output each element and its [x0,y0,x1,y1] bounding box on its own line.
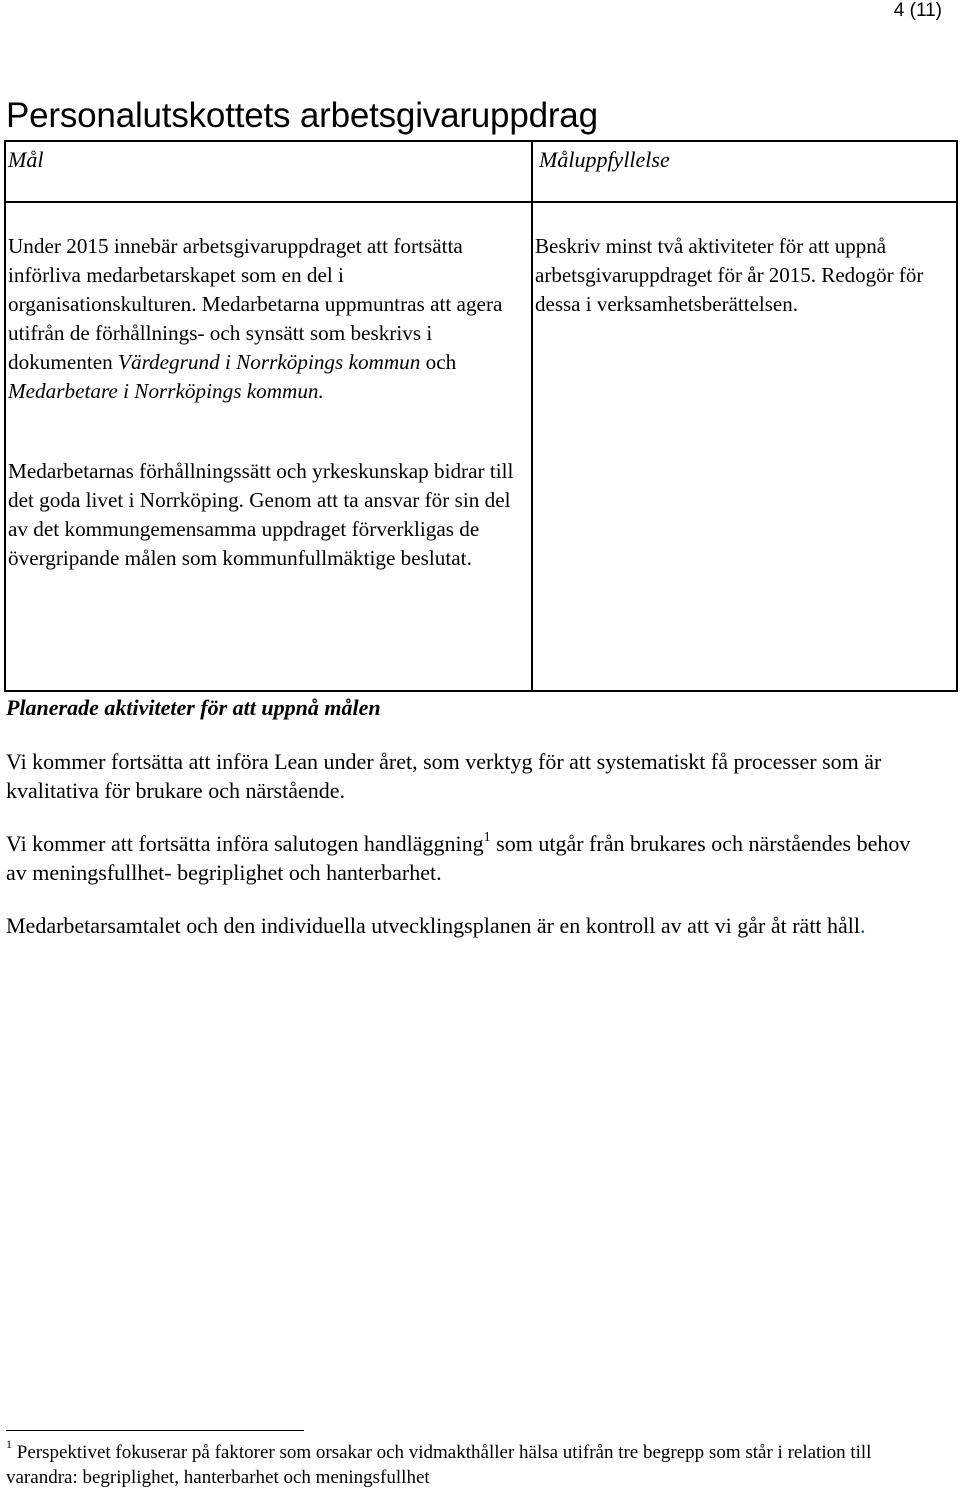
activity-text: Vi kommer att fortsätta införa salutogen handläggning [6,831,484,856]
column-divider [531,142,533,690]
footnote-separator [6,1430,304,1431]
activity-text: Medarbetarsamtalet och den individuella utvecklingsplanen är en kontroll av att vi går åt rätt håll [6,913,861,938]
column-header-fulfilment: Måluppfyllelse [539,147,670,172]
goal-text: Under 2015 innebär arbetsgivaruppdraget att fortsätta införliva medarbetarskapet som en del i organisationskulturen. Medarbetarna uppmuntras att agera utifrån de förhållnings- och synsätt som beskrivs i dokumenten [8,234,503,374]
page-title: Personalutskottets arbetsgivaruppdrag [6,96,598,135]
page-number: 4 (11) [893,0,942,21]
footnote [6,1436,936,1490]
header-divider [6,201,956,203]
document-title-vardegrund: Värdegrund i Norrköpings kommun [118,350,421,374]
footnote-number: 1 [6,1436,12,1451]
footnote-reference: 1 [483,829,491,845]
activity-paragraph-medarbetarsamtal [6,911,936,940]
trailing-period: . [860,913,866,938]
goal-outcome: Medarbetarnas förhållningssätt och yrkeskunskap bidrar till det goda livet i Norrköping. Genom att ta ansvar för sin del av det kommungemensamma uppdraget förverkligas de övergripande målen som kommunfullmäktige beslutat. [8,459,514,570]
column-header-goal: Mål [8,147,44,172]
activity-text-continued: som utgår från brukares och närståendes behov av meningsfullhet- begriplighet och hanterbarhet. [6,831,911,885]
goal-table [4,140,958,692]
fulfilment-description: Beskriv minst två aktiviteter för att uppnå arbetsgivaruppdraget för år 2015. Redogör för dessa i verksamhetsberättelsen. [535,234,924,316]
activity-paragraph-salutogen [6,829,936,887]
planned-activities-title: Planerade aktiviteter för att uppnå målen [6,695,381,720]
activity-paragraph-lean: Vi kommer fortsätta att införa Lean under året, som verktyg för att systematiskt få processer som är kvalitativa för brukare och närstående. [6,749,882,803]
document-title-medarbetare: Medarbetare i Norrköpings kommun. [8,379,324,403]
goal-description [8,232,528,406]
footnote-text: Perspektivet fokuserar på faktorer som orsakar och vidmakthåller hälsa utifrån tre begrepp som står i relation till varandra: begriplighet, hanterbarhet och meningsfullhet [6,1442,872,1488]
goal-conjunction: och [420,350,457,374]
